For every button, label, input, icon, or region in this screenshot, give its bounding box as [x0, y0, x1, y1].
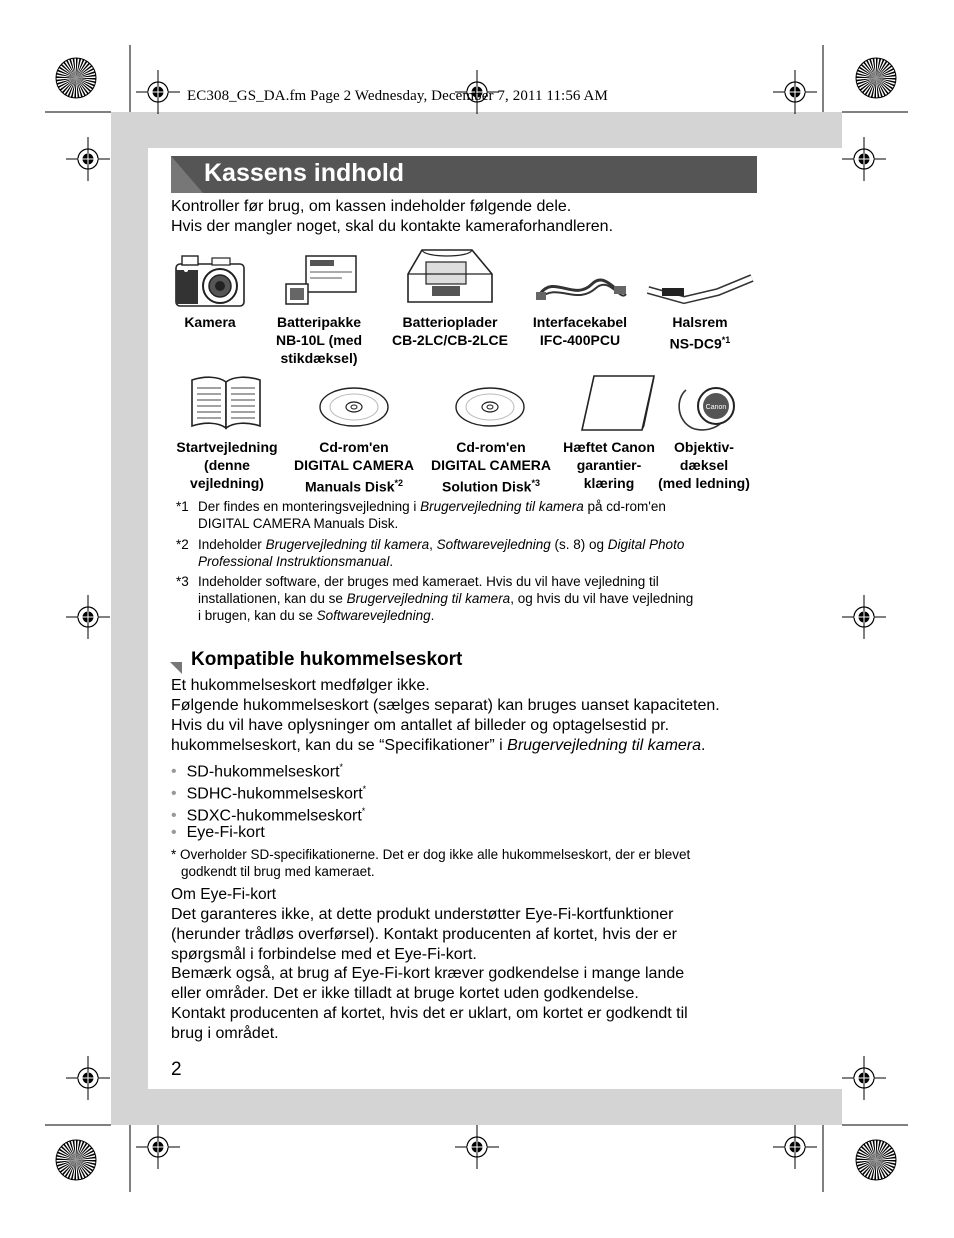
body-line: Kontakt producenten af kortet, hvis det er uklart, om kortet er godkendt til: [171, 1005, 688, 1022]
star-note: [171, 846, 761, 880]
fn-run: (s. 8) og: [550, 537, 608, 552]
neck-strap-icon: [644, 270, 756, 306]
bullet-dot: •: [171, 807, 177, 825]
caption-text: NS-DC9: [669, 335, 722, 352]
item-caption: [168, 313, 252, 331]
bullet-dot: •: [171, 763, 177, 781]
fn-italic: Softwarevejledning: [316, 608, 431, 623]
interface-cable-icon: [534, 268, 630, 308]
caption-line: Batteripakke: [276, 314, 362, 330]
caption-line: klæring: [583, 475, 635, 491]
svg-text:Canon: Canon: [705, 404, 727, 411]
caption-line: vejledning): [190, 475, 264, 491]
caption-line: Batterioplader: [402, 314, 498, 330]
booklet-icon: [190, 374, 264, 430]
caption-line: dæksel: [679, 457, 729, 473]
item-caption: [168, 438, 286, 492]
card-label: SDXC-hukommelseskort: [186, 807, 362, 825]
cd-rom-icon: [454, 386, 526, 428]
caption-sup: *1: [721, 335, 731, 345]
card-sup: *: [362, 784, 367, 794]
caption-line: Interfacekabel: [532, 314, 628, 330]
intro-line: Hvis der mangler noget, skal du kontakte kameraforhandleren.: [171, 218, 614, 235]
caption-line: Cd-rom'en: [456, 439, 526, 455]
fn-run: installationen, kan du se: [198, 591, 347, 606]
footnote-text: [198, 498, 756, 532]
bullet-dot: •: [171, 824, 177, 841]
caption-line: stikdæksel): [280, 350, 358, 366]
caption-line: Halsrem: [672, 314, 728, 330]
caption-line: [424, 474, 558, 496]
fn-italic: Professional Instruktionsmanual: [198, 554, 390, 569]
body-line: spørgsmål i forbindelse med et Eye-Fi-kort.: [171, 946, 477, 963]
card-sup: *: [361, 806, 366, 816]
caption-line: (med ledning): [658, 475, 750, 491]
card-label: Eye-Fi-kort: [186, 824, 265, 841]
fn-run: Indeholder software, der bruges med kameraet. Hvis du vil have vejledning til: [198, 574, 659, 589]
caption-line: Startvejledning: [176, 439, 278, 455]
body-line: Et hukommelseskort medfølger ikke.: [171, 677, 430, 694]
list-item: [171, 823, 265, 843]
fn-run: på cd-rom'en: [583, 499, 666, 514]
footnote-text: [198, 536, 756, 570]
item-caption: [384, 313, 516, 349]
caption-line: Objektiv-: [674, 439, 734, 455]
caption-line: Cd-rom'en: [319, 439, 389, 455]
fn-italic: Digital Photo: [607, 537, 685, 552]
caption-line: [648, 331, 752, 353]
fn-run: .: [389, 554, 394, 569]
page-number: 2: [171, 1059, 182, 1080]
caption-sup: *2: [394, 478, 403, 488]
body-run: hukommelseskort, kan du se “Specifikationer” i: [171, 737, 508, 754]
caption-line: CB-2LC/CB-2LCE: [392, 332, 508, 348]
fn-run: ,: [429, 537, 437, 552]
body-line: Bemærk også, at brug af Eye-Fi-kort kræver godkendelse i mange lande: [171, 965, 685, 982]
body-line: Det garanteres ikke, at dette produkt understøtter Eye-Fi-kortfunktioner: [171, 906, 674, 923]
footnote: [176, 536, 756, 570]
item-caption: [652, 438, 756, 492]
body-line: [171, 736, 705, 756]
subsection-title: Kompatible hukommelseskort: [191, 649, 463, 670]
fn-run: , og hvis du vil have vejledning: [510, 591, 694, 606]
body-line: brug i området.: [171, 1025, 279, 1042]
caption-text: Solution Disk: [442, 478, 532, 495]
caption-line: (denne: [204, 457, 250, 473]
intro-text: [171, 197, 613, 237]
card-label: SDHC-hukommelseskort: [186, 785, 363, 803]
fn-run: Indeholder: [198, 537, 266, 552]
footnote-mark: *3: [176, 574, 189, 589]
item-caption: [424, 438, 558, 496]
fn-italic: Brugervejledning til kamera: [346, 591, 511, 606]
fn-run: .: [430, 608, 435, 623]
bullet-dot: •: [171, 785, 177, 803]
lens-cap-icon: [672, 380, 742, 436]
footnote-text: [198, 573, 756, 624]
intro-line: Kontroller før brug, om kassen indeholder følgende dele.: [171, 198, 572, 215]
body-run: .: [701, 737, 706, 754]
star-note-line: * Overholder SD-specifikationerne. Det er dog ikke alle hukommelseskort, der er blevet: [171, 847, 691, 862]
footnote-mark: *2: [176, 537, 189, 552]
caption-line: Hæftet Canon: [563, 439, 655, 455]
item-caption: [266, 313, 372, 367]
battery-charger-icon: [402, 244, 498, 312]
body-line: Følgende hukommelseskort (sælges separat) kan bruges uanset kapaciteten.: [171, 697, 720, 714]
item-caption: [288, 438, 420, 496]
body-line: (herunder trådløs overførsel). Kontakt producenten af kortet, hvis der er: [171, 926, 678, 943]
caption-line: IFC-400PCU: [539, 332, 621, 348]
body-line: eller områder. Det er ikke tilladt at bruge kortet uden godkendelse.: [171, 985, 639, 1002]
footnote-mark: *1: [176, 499, 189, 514]
body-line: Hvis du vil have oplysninger om antallet af billeder og optagelsestid pr.: [171, 717, 670, 734]
caption-line: Kamera: [184, 314, 236, 330]
title-triangle: [171, 156, 203, 193]
file-header: EC308_GS_DA.fm Page 2 Wednesday, December 7, 2011 11:56 AM: [187, 88, 608, 104]
camera-icon: [174, 252, 246, 307]
footnote: [176, 498, 756, 532]
fn-italic: Brugervejledning til kamera: [265, 537, 430, 552]
card-sup: *: [339, 762, 344, 772]
item-caption: [648, 313, 752, 353]
fn-run: i brugen, kan du se: [198, 608, 317, 623]
item-caption: [558, 438, 660, 492]
eyefi-heading: Om Eye-Fi-kort: [171, 886, 277, 903]
fn-italic: Softwarevejledning: [436, 537, 551, 552]
fn-run: DIGITAL CAMERA Manuals Disk.: [198, 516, 399, 531]
card-label: SD-hukommelseskort: [186, 763, 340, 781]
caption-line: DIGITAL CAMERA: [430, 457, 552, 473]
caption-line: garantier-: [576, 457, 642, 473]
star-note-line: godkendt til brug med kameraet.: [181, 864, 375, 879]
warranty-booklet-icon: [580, 374, 656, 432]
cd-rom-icon: [318, 386, 390, 428]
page-title: Kassens indhold: [204, 159, 405, 187]
battery-pack-icon: [282, 252, 360, 307]
fn-italic: Brugervejledning til kamera: [420, 499, 584, 514]
fn-run: Der findes en monteringsvejledning i: [198, 499, 421, 514]
caption-line: DIGITAL CAMERA: [293, 457, 415, 473]
item-caption: [524, 313, 636, 349]
caption-sup: *3: [531, 478, 540, 488]
footnote: [176, 573, 756, 624]
caption-line: NB-10L (med: [275, 332, 363, 348]
caption-line: [288, 474, 420, 496]
body-italic: Brugervejledning til kamera: [507, 737, 702, 754]
caption-text: Manuals Disk: [305, 478, 395, 495]
subsection-triangle: [170, 662, 182, 674]
